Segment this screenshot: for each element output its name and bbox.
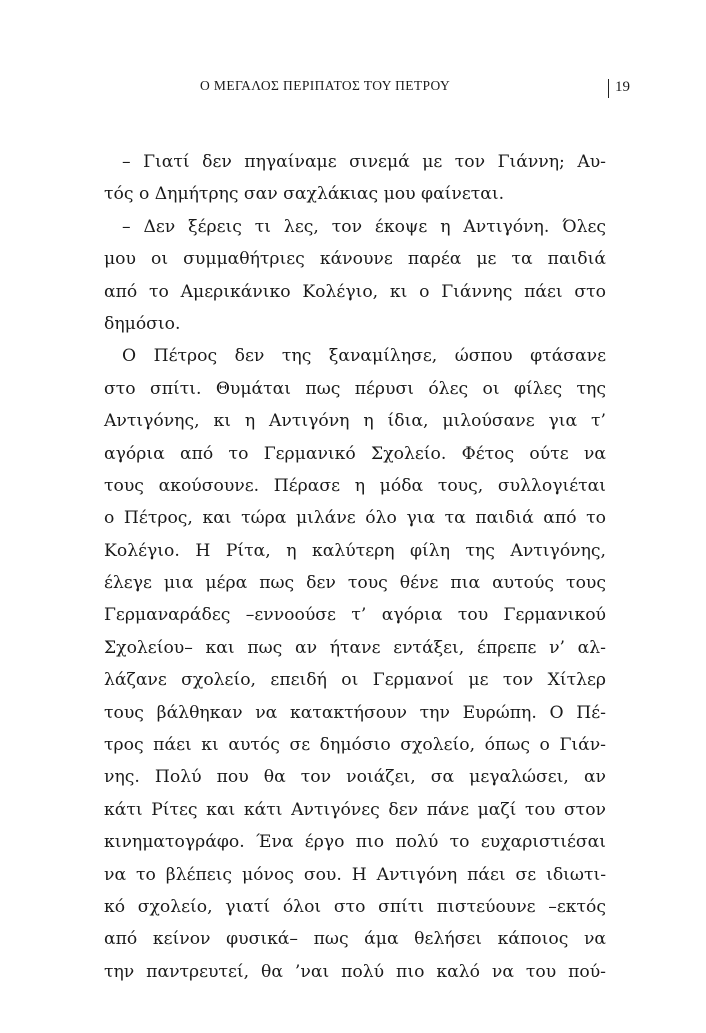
text-line: – Γιατί δεν πηγαίναμε σινεμά με τον Γιάννη; Αυ- <box>122 152 606 172</box>
text-line: νης. Πολύ που θα τον νοιάζει, σα μεγαλώσει, αν <box>104 767 606 788</box>
text-line: έλεγε μια μέρα πως δεν τους θένε πια αυτούς τους <box>104 573 606 594</box>
text-line: ο Πέτρος, και τώρα μιλάνε όλο για τα παιδιά από το <box>104 508 606 529</box>
running-head: Ο ΜΕΓΑΛΟΣ ΠΕΡΙΠΑΤΟΣ ΤΟΥ ΠΕΤΡΟΥ <box>200 78 451 93</box>
paragraph <box>104 340 606 988</box>
page-number: 19 <box>615 79 630 95</box>
text-line: από το Αμερικάνικο Κολέγιο, κι ο Γιάννης πάει στο <box>104 281 606 302</box>
text-line: δημόσιο. <box>104 313 181 334</box>
text-line: τους βάλθηκαν να κατακτήσουν την Ευρώπη. Ο Πέ- <box>104 702 606 723</box>
text-line: κό σχολείο, γιατί όλοι στο σπίτι πιστεύουνε –εκτός <box>104 896 606 917</box>
text-line: Σχολείου– και πως αν ήτανε εντάξει, έπρεπε ν’ αλ- <box>104 637 606 658</box>
text-line: αγόρια από το Γερμανικό Σχολείο. Φέτος ούτε να <box>104 443 606 464</box>
text-line: Ο Πέτρος δεν της ξαναμίλησε, ώσπου φτάσανε <box>122 346 606 367</box>
text-line: τρος πάει κι αυτός σε δημόσιο σχολείο, όπως ο Γιάν- <box>104 735 606 756</box>
text-line: κινηματογράφο. Ένα έργο πιο πολύ το ευχαριστιέσαι <box>104 832 606 853</box>
paragraph <box>104 211 606 341</box>
text-line: στο σπίτι. Θυμάται πως πέρυσι όλες οι φίλες της <box>104 378 606 399</box>
text-line: Γερμαναράδες –εννοούσε τ’ αγόρια του Γερμανικού <box>104 605 606 626</box>
body-text <box>104 146 606 988</box>
text-line: Κολέγιο. Η Ρίτα, η καλύτερη φίλη της Αντιγόνης, <box>104 540 606 561</box>
text-line: – Δεν ξέρεις τι λες, τον έκοψε η Αντιγόνη. Όλες <box>122 216 606 237</box>
text-line: Αντιγόνης, κι η Αντιγόνη η ίδια, μιλούσανε για τ’ <box>104 411 606 432</box>
text-line: από κείνον φυσικά– πως άμα θελήσει κάποιος να <box>104 929 606 950</box>
page-number-separator <box>608 79 609 98</box>
text-line: να το βλέπεις μόνος σου. Η Αντιγόνη πάει σε ιδιωτι- <box>104 864 606 885</box>
text-line: την παντρευτεί, θα ’ναι πολύ πιο καλό να του πού- <box>104 961 606 982</box>
text-line: τός ο Δημήτρης σαν σαχλάκιας μου φαίνεται. <box>104 184 505 205</box>
paragraph <box>104 146 606 211</box>
text-line: τους ακούσουνε. Πέρασε η μόδα τους, συλλογιέται <box>104 475 606 496</box>
text-line: λάζανε σχολείο, επειδή οι Γερμανοί με τον Χίτλερ <box>104 670 606 691</box>
text-line: μου οι συμμαθήτριες κάνουνε παρέα με τα παιδιά <box>104 249 606 270</box>
text-line: κάτι Ρίτες και κάτι Αντιγόνες δεν πάνε μαζί του στον <box>104 799 606 820</box>
